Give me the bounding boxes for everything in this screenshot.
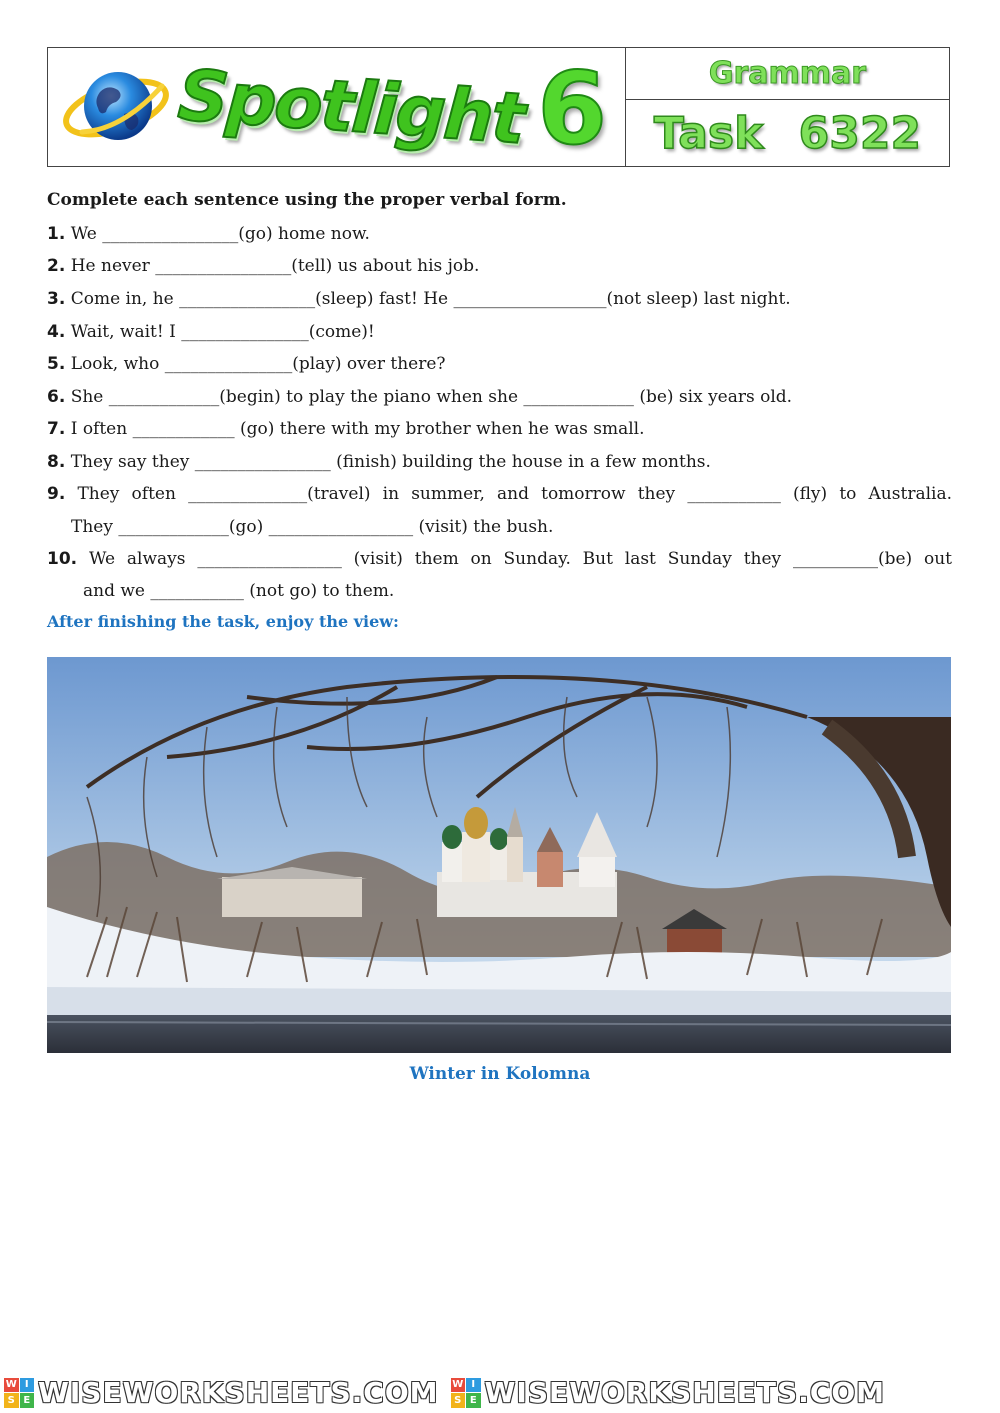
brand-icon-letter: E [20, 1393, 35, 1408]
logo-wordmark: Spotlight [175, 54, 526, 160]
task-info-cell [626, 48, 949, 166]
brand-icon-letter: E [466, 1393, 481, 1408]
exercise-number: 6. [47, 387, 66, 407]
exercise-number: 3. [47, 289, 66, 309]
category-label: Grammar [708, 56, 867, 91]
task-cell [626, 100, 949, 166]
exercise-item [47, 478, 952, 510]
exercise-sentence: Come in, he ________________(sleep) fast! He __________________(not sleep) last night. [70, 289, 791, 309]
exercise-sentence: Look, who _______________(play) over there? [70, 354, 446, 374]
brand-icon-letter: W [452, 1379, 464, 1391]
exercise-sentence: I often ____________ (go) there with my brother when he was small. [70, 419, 645, 439]
logo-cell [48, 48, 626, 166]
exercise-sentence: We ________________(go) home now. [70, 224, 370, 244]
brand-icon-letter: S [451, 1393, 466, 1408]
exercise-item [47, 218, 952, 250]
photo-caption: Winter in Kolomna [409, 1064, 591, 1084]
instruction-text: Complete each sentence using the proper verbal form. [47, 190, 567, 210]
exercise-item [47, 316, 952, 348]
brand-icon-letter: W [5, 1379, 17, 1391]
worksheet-header [47, 47, 950, 167]
exercise-item [47, 283, 952, 315]
exercise-number: 9. [47, 484, 66, 504]
exercise-item [47, 381, 952, 413]
brand-icon [4, 1378, 34, 1408]
exercise-item [47, 348, 952, 380]
brand-icon-letter: S [4, 1393, 19, 1408]
brand-logo [451, 1376, 886, 1409]
exercise-continuation: They _____________(go) _________________ (visit) the bush. [71, 517, 554, 537]
exercise-number: 10. [47, 549, 78, 569]
brand-text: WISEWORKSHEETS.COM [38, 1376, 439, 1409]
exercise-number: 8. [47, 452, 66, 472]
globe-logo-icon [60, 62, 172, 152]
exercise-sentence: They often ______________(travel) in summer, and tomorrow they ___________ (fly) to Australia. [77, 484, 952, 504]
brand-icon-letter: I [466, 1378, 481, 1393]
logo-number: 6 [537, 50, 607, 166]
exercise-item [47, 413, 952, 445]
exercise-item [47, 543, 952, 575]
exercise-number: 2. [47, 256, 66, 276]
exercise-number: 7. [47, 419, 66, 439]
exercise-item [47, 446, 952, 478]
exercise-number: 1. [47, 224, 66, 244]
exercise-sentence: Wait, wait! I _______________(come)! [70, 322, 375, 342]
exercise-sentence: We always _________________ (visit) them on Sunday. But last Sunday they __________(be) out [88, 549, 952, 569]
category-cell [626, 48, 949, 100]
exercise-continuation: and we ___________ (not go) to them. [83, 581, 395, 601]
exercise-sentence: They say they ________________ (finish) building the house in a few months. [70, 452, 711, 472]
exercise-item [47, 250, 952, 282]
footer-branding [0, 1372, 1000, 1413]
brand-text: WISEWORKSHEETS.COM [484, 1376, 886, 1409]
exercise-number: 5. [47, 354, 66, 374]
exercise-number: 4. [47, 322, 66, 342]
after-task-note: After finishing the task, enjoy the view: [47, 612, 399, 631]
exercise-sentence: She _____________(begin) to play the piano when she _____________ (be) six years old. [70, 387, 793, 407]
winter-landscape-photo [47, 657, 951, 1053]
brand-logo [4, 1376, 439, 1409]
brand-icon-letter: I [20, 1378, 35, 1393]
task-label: Task 6322 [653, 107, 922, 159]
brand-icon [451, 1378, 481, 1408]
exercise-sentence: He never ________________(tell) us about his job. [70, 256, 480, 276]
